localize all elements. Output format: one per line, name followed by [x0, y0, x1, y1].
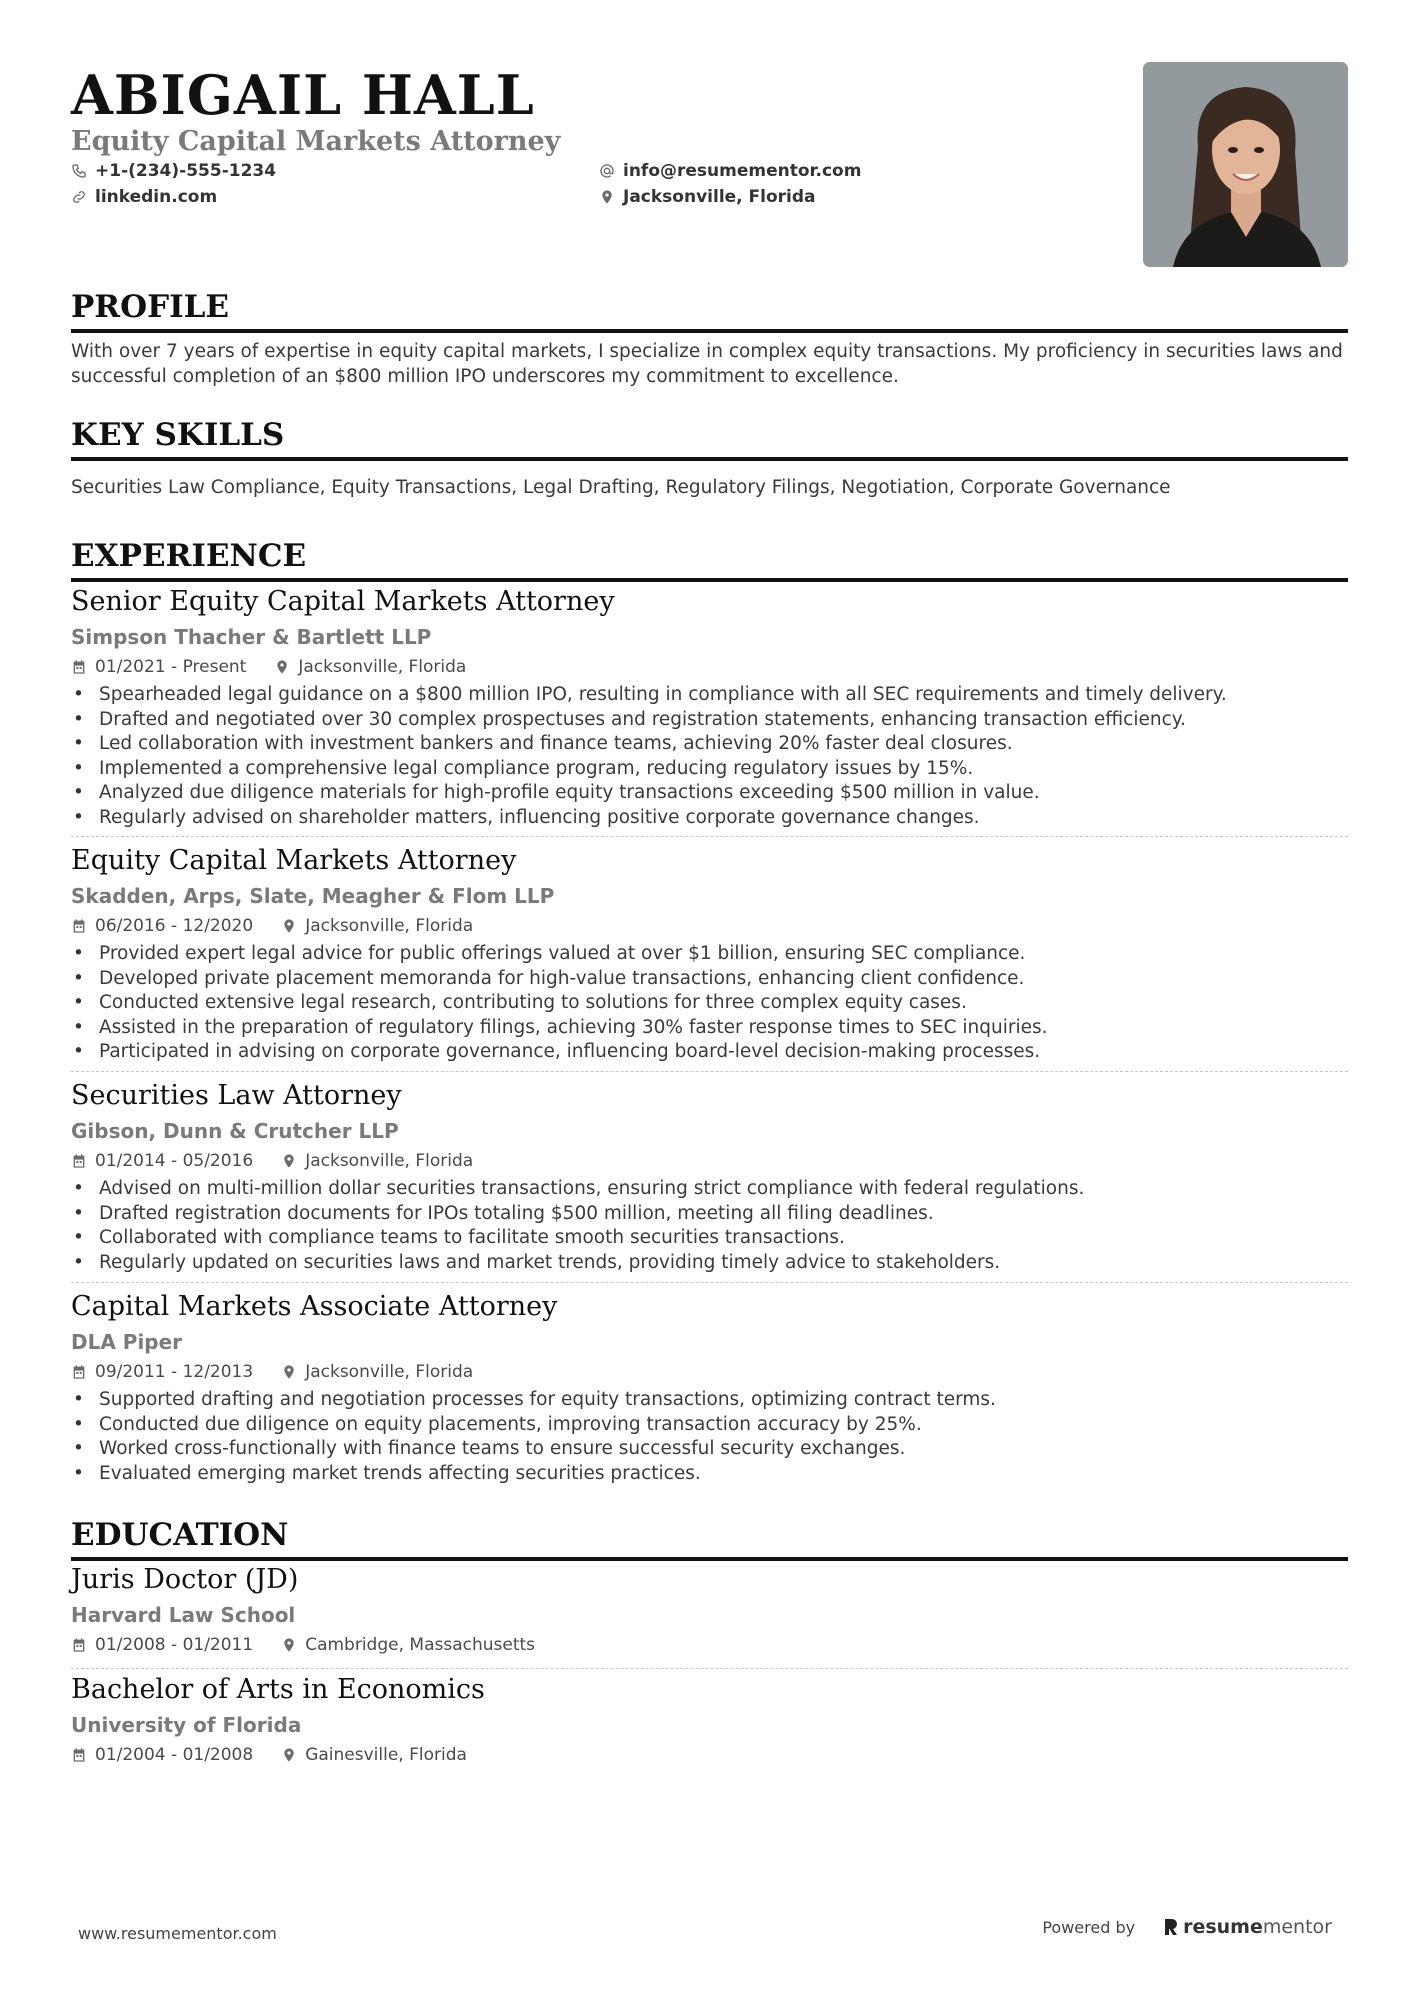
job-meta — [71, 914, 1348, 938]
education-item — [71, 1562, 1348, 1657]
job-company: Gibson, Dunn & Crutcher LLP — [71, 1119, 399, 1143]
calendar-icon — [71, 1747, 87, 1763]
bullet-item: • Conducted extensive legal research, contributing to solutions for three complex equity cases. — [71, 991, 1348, 1016]
job-meta — [71, 1360, 1348, 1384]
job-location: Jacksonville, Florida — [305, 1151, 474, 1171]
experience-item — [71, 843, 1348, 1065]
section-heading-skills: KEY SKILLS — [71, 415, 1348, 461]
resumementor-logo[interactable] — [1163, 1916, 1332, 1938]
bullet-item: • Regularly advised on shareholder matters, influencing positive corporate governance changes. — [71, 806, 1348, 831]
job-location: Jacksonville, Florida — [298, 657, 467, 677]
job-company: Simpson Thacher & Bartlett LLP — [71, 625, 432, 649]
education-dates: 01/2008 - 01/2011 — [95, 1635, 254, 1655]
job-dates: 09/2011 - 12/2013 — [95, 1362, 254, 1382]
powered-by-text: Powered by — [1042, 1917, 1136, 1937]
job-company: Skadden, Arps, Slate, Meagher & Flom LLP — [71, 884, 555, 908]
location-pin-icon — [281, 918, 297, 934]
section-heading-education: EDUCATION — [71, 1515, 1348, 1561]
profile-photo — [1143, 62, 1348, 267]
education-item — [71, 1672, 1348, 1767]
phone-icon — [71, 163, 87, 179]
bullet-item: • Analyzed due diligence materials for high-profile equity transactions exceeding $500 million in value. — [71, 781, 1348, 806]
experience-item — [71, 584, 1348, 830]
footer-website[interactable]: www.resumementor.com — [78, 1924, 277, 1943]
at-icon — [599, 163, 615, 179]
job-title: Equity Capital Markets Attorney — [71, 845, 517, 876]
bullet-item: • Provided expert legal advice for public offerings valued at over $1 billion, ensuring SEC compliance. — [71, 942, 1348, 967]
contact-phone — [71, 161, 276, 181]
education-location: Gainesville, Florida — [305, 1745, 467, 1765]
candidate-name: ABIGAIL HALL — [71, 63, 535, 127]
brand-light-text: mentor — [1262, 1916, 1332, 1938]
brand-mark-icon — [1163, 1917, 1179, 1937]
candidate-title: Equity Capital Markets Attorney — [71, 126, 561, 157]
job-title: Senior Equity Capital Markets Attorney — [71, 586, 615, 617]
location-text: Jacksonville, Florida — [623, 187, 816, 207]
divider — [71, 836, 1348, 837]
job-company: DLA Piper — [71, 1330, 183, 1354]
calendar-icon — [71, 918, 87, 934]
job-bullets — [71, 942, 1348, 1065]
email-text[interactable]: info@resumementor.com — [623, 161, 862, 181]
bullet-item: • Implemented a comprehensive legal compliance program, reducing regulatory issues by 15%. — [71, 757, 1348, 782]
job-title: Securities Law Attorney — [71, 1080, 402, 1111]
job-dates: 06/2016 - 12/2020 — [95, 916, 254, 936]
job-bullets — [71, 683, 1348, 830]
link-icon — [71, 189, 87, 205]
brand-bold-text: resume — [1183, 1916, 1263, 1938]
job-bullets — [71, 1177, 1348, 1275]
calendar-icon — [71, 1153, 87, 1169]
job-dates: 01/2021 - Present — [95, 657, 247, 677]
divider — [71, 1071, 1348, 1072]
school-name: University of Florida — [71, 1713, 302, 1737]
linkedin-text[interactable]: linkedin.com — [95, 187, 218, 207]
profile-summary: With over 7 years of expertise in equity capital markets, I specialize in complex equity transactions. My proficiency in securities laws and successful completion of an $800 million IPO underscores my commitment to excellence. — [71, 341, 1343, 387]
bullet-item: • Conducted due diligence on equity placements, improving transaction accuracy by 25%. — [71, 1413, 1348, 1438]
location-pin-icon — [274, 659, 290, 675]
section-heading-experience: EXPERIENCE — [71, 536, 1348, 582]
resume-header — [71, 62, 1348, 267]
bullet-item: • Spearheaded legal guidance on a $800 million IPO, resulting in compliance with all SEC requirements and timely delivery. — [71, 683, 1348, 708]
contact-email[interactable] — [599, 161, 861, 181]
bullet-item: • Led collaboration with investment bankers and finance teams, achieving 20% faster deal closures. — [71, 732, 1348, 757]
location-pin-icon — [281, 1364, 297, 1380]
bullet-item: • Evaluated emerging market trends affecting securities practices. — [71, 1462, 1348, 1487]
divider — [71, 1282, 1348, 1283]
education-dates: 01/2004 - 01/2008 — [95, 1745, 254, 1765]
skills-list: Securities Law Compliance, Equity Transactions, Legal Drafting, Regulatory Filings, Negotiation, Corporate Governance — [71, 477, 1171, 498]
job-dates: 01/2014 - 05/2016 — [95, 1151, 254, 1171]
bullet-item: • Drafted registration documents for IPOs totaling $500 million, meeting all filing deadlines. — [71, 1202, 1348, 1227]
degree-title: Juris Doctor (JD) — [71, 1564, 299, 1595]
school-name: Harvard Law School — [71, 1603, 296, 1627]
education-meta — [71, 1743, 1348, 1767]
degree-title: Bachelor of Arts in Economics — [71, 1674, 485, 1705]
bullet-item: • Collaborated with compliance teams to facilitate smooth securities transactions. — [71, 1226, 1348, 1251]
job-title: Capital Markets Associate Attorney — [71, 1291, 558, 1322]
job-meta — [71, 1149, 1348, 1173]
bullet-item: • Worked cross-functionally with finance teams to ensure successful security exchanges. — [71, 1437, 1348, 1462]
bullet-item: • Developed private placement memoranda for high-value transactions, enhancing client confidence. — [71, 967, 1348, 992]
contact-location — [599, 187, 816, 207]
bullet-item: • Drafted and negotiated over 30 complex prospectuses and registration statements, enhancing transaction efficiency. — [71, 708, 1348, 733]
calendar-icon — [71, 659, 87, 675]
contact-linkedin[interactable] — [71, 187, 217, 207]
divider — [71, 1668, 1348, 1669]
education-location: Cambridge, Massachusetts — [305, 1635, 536, 1655]
bullet-item: • Participated in advising on corporate governance, influencing board-level decision-making processes. — [71, 1040, 1348, 1065]
bullet-item: • Supported drafting and negotiation processes for equity transactions, optimizing contract terms. — [71, 1388, 1348, 1413]
location-pin-icon — [599, 189, 615, 205]
section-heading-profile: PROFILE — [71, 287, 1348, 333]
job-bullets — [71, 1388, 1348, 1486]
location-pin-icon — [281, 1747, 297, 1763]
phone-text: +1-(234)-555-1234 — [95, 161, 277, 181]
bullet-item: • Regularly updated on securities laws and market trends, providing timely advice to stakeholders. — [71, 1251, 1348, 1276]
bullet-item: • Advised on multi-million dollar securities transactions, ensuring strict compliance with federal regulations. — [71, 1177, 1348, 1202]
experience-item — [71, 1078, 1348, 1275]
calendar-icon — [71, 1364, 87, 1380]
education-meta — [71, 1633, 1348, 1657]
job-location: Jacksonville, Florida — [305, 916, 474, 936]
experience-item — [71, 1289, 1348, 1486]
location-pin-icon — [281, 1153, 297, 1169]
footer-branding — [1042, 1916, 1332, 1938]
job-meta — [71, 655, 1348, 679]
job-location: Jacksonville, Florida — [305, 1362, 474, 1382]
calendar-icon — [71, 1637, 87, 1653]
bullet-item: • Assisted in the preparation of regulatory filings, achieving 30% faster response times to SEC inquiries. — [71, 1016, 1348, 1041]
location-pin-icon — [281, 1637, 297, 1653]
